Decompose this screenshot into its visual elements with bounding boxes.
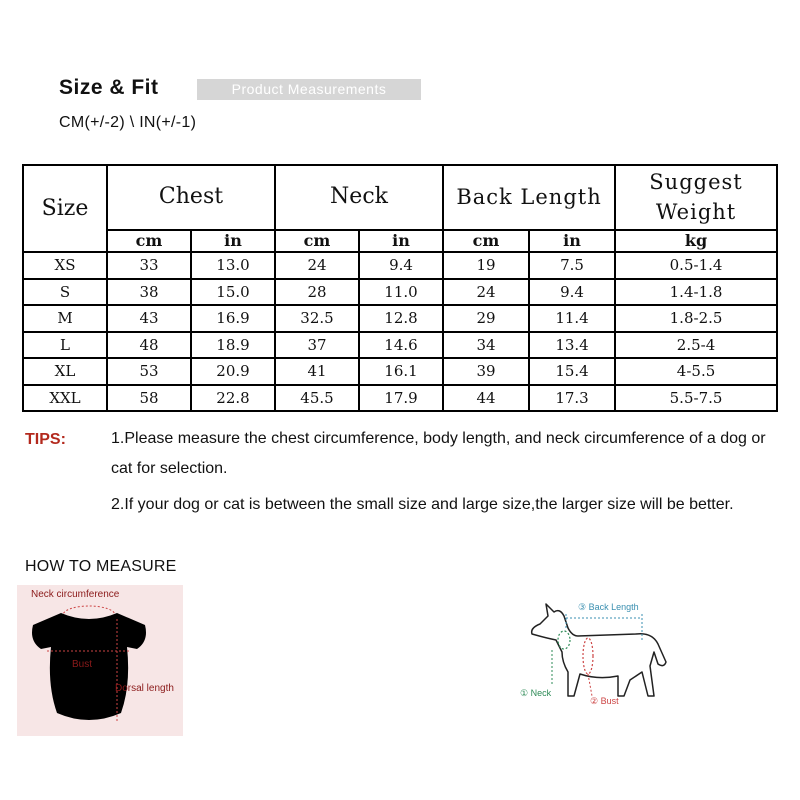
table-row <box>23 305 777 331</box>
cell-chest-in: 22.8 <box>191 385 275 411</box>
tip-2: 2.If your dog or cat is between the small size and large size,the larger size will be better. <box>111 496 734 513</box>
cell-neck-in: 17.9 <box>359 385 443 411</box>
dorsal-length-label: Dorsal length <box>115 683 174 694</box>
table-row <box>23 252 777 278</box>
cell-chest-in: 13.0 <box>191 252 275 278</box>
header-neck: Neck <box>275 165 443 230</box>
cell-size: XL <box>23 358 107 384</box>
header-suggest-weight: Suggest Weight <box>615 165 777 230</box>
unit-chest-in: in <box>191 230 275 252</box>
cell-neck-cm: 41 <box>275 358 359 384</box>
cell-chest-in: 16.9 <box>191 305 275 331</box>
table-unit-row <box>23 230 777 252</box>
tip-1: 1.Please measure the chest circumference, body length, and neck circumference of a dog or cat for selection. <box>111 430 766 477</box>
dog-measure-diagram <box>518 592 690 732</box>
cell-size: XXL <box>23 385 107 411</box>
cell-neck-in: 14.6 <box>359 332 443 358</box>
unit-back-in: in <box>529 230 615 252</box>
tips-label: TIPS: <box>25 431 66 448</box>
cell-size: M <box>23 305 107 331</box>
units-tolerance-note: CM(+/-2) \ IN(+/-1) <box>59 114 197 131</box>
cell-back-in: 15.4 <box>529 358 615 384</box>
cell-chest-cm: 53 <box>107 358 191 384</box>
cell-chest-in: 20.9 <box>191 358 275 384</box>
cell-neck-in: 11.0 <box>359 279 443 305</box>
cell-chest-in: 18.9 <box>191 332 275 358</box>
dog-outline-illustration <box>518 592 690 732</box>
cell-neck-cm: 28 <box>275 279 359 305</box>
cell-chest-in: 15.0 <box>191 279 275 305</box>
table-header-row <box>23 165 777 230</box>
cell-neck-cm: 24 <box>275 252 359 278</box>
cell-weight: 5.5-7.5 <box>615 385 777 411</box>
unit-weight-kg: kg <box>615 230 777 252</box>
cell-back-cm: 44 <box>443 385 529 411</box>
back-length-label: ③ Back Length <box>578 602 639 612</box>
cell-neck-in: 16.1 <box>359 358 443 384</box>
cell-back-cm: 29 <box>443 305 529 331</box>
cell-back-in: 7.5 <box>529 252 615 278</box>
unit-chest-cm: cm <box>107 230 191 252</box>
neck-circumference-label: Neck circumference <box>31 589 120 600</box>
cell-weight: 0.5-1.4 <box>615 252 777 278</box>
table-row <box>23 279 777 305</box>
neck-label: ① Neck <box>520 688 552 698</box>
cell-size: L <box>23 332 107 358</box>
size-chart-table <box>22 164 778 412</box>
cell-chest-cm: 43 <box>107 305 191 331</box>
cell-back-in: 11.4 <box>529 305 615 331</box>
cell-back-cm: 19 <box>443 252 529 278</box>
cell-weight: 1.4-1.8 <box>615 279 777 305</box>
cell-back-in: 13.4 <box>529 332 615 358</box>
header-chest: Chest <box>107 165 275 230</box>
cell-back-cm: 34 <box>443 332 529 358</box>
cell-weight: 1.8-2.5 <box>615 305 777 331</box>
cell-chest-cm: 33 <box>107 252 191 278</box>
cell-neck-cm: 37 <box>275 332 359 358</box>
bust-label: Bust <box>72 659 93 670</box>
cell-back-in: 17.3 <box>529 385 615 411</box>
cell-back-cm: 24 <box>443 279 529 305</box>
cell-chest-cm: 58 <box>107 385 191 411</box>
cell-neck-in: 9.4 <box>359 252 443 278</box>
cell-size: S <box>23 279 107 305</box>
cell-chest-cm: 38 <box>107 279 191 305</box>
table-row <box>23 332 777 358</box>
page-title: Size & Fit <box>59 76 159 99</box>
cell-back-cm: 39 <box>443 358 529 384</box>
product-measurements-badge: Product Measurements <box>197 79 421 100</box>
table-row <box>23 358 777 384</box>
cell-weight: 2.5-4 <box>615 332 777 358</box>
cell-chest-cm: 48 <box>107 332 191 358</box>
cell-neck-in: 12.8 <box>359 305 443 331</box>
unit-neck-cm: cm <box>275 230 359 252</box>
unit-back-cm: cm <box>443 230 529 252</box>
cell-size: XS <box>23 252 107 278</box>
bust-dog-label: ② Bust <box>590 696 619 706</box>
how-to-measure-heading: HOW TO MEASURE <box>25 558 177 575</box>
table-row <box>23 385 777 411</box>
cell-neck-cm: 45.5 <box>275 385 359 411</box>
pet-shirt-illustration <box>17 585 183 736</box>
cell-neck-cm: 32.5 <box>275 305 359 331</box>
unit-neck-in: in <box>359 230 443 252</box>
cell-weight: 4-5.5 <box>615 358 777 384</box>
header-back-length: Back Length <box>443 165 615 230</box>
cell-back-in: 9.4 <box>529 279 615 305</box>
shirt-measure-diagram <box>17 585 183 736</box>
header-size: Size <box>23 165 107 252</box>
